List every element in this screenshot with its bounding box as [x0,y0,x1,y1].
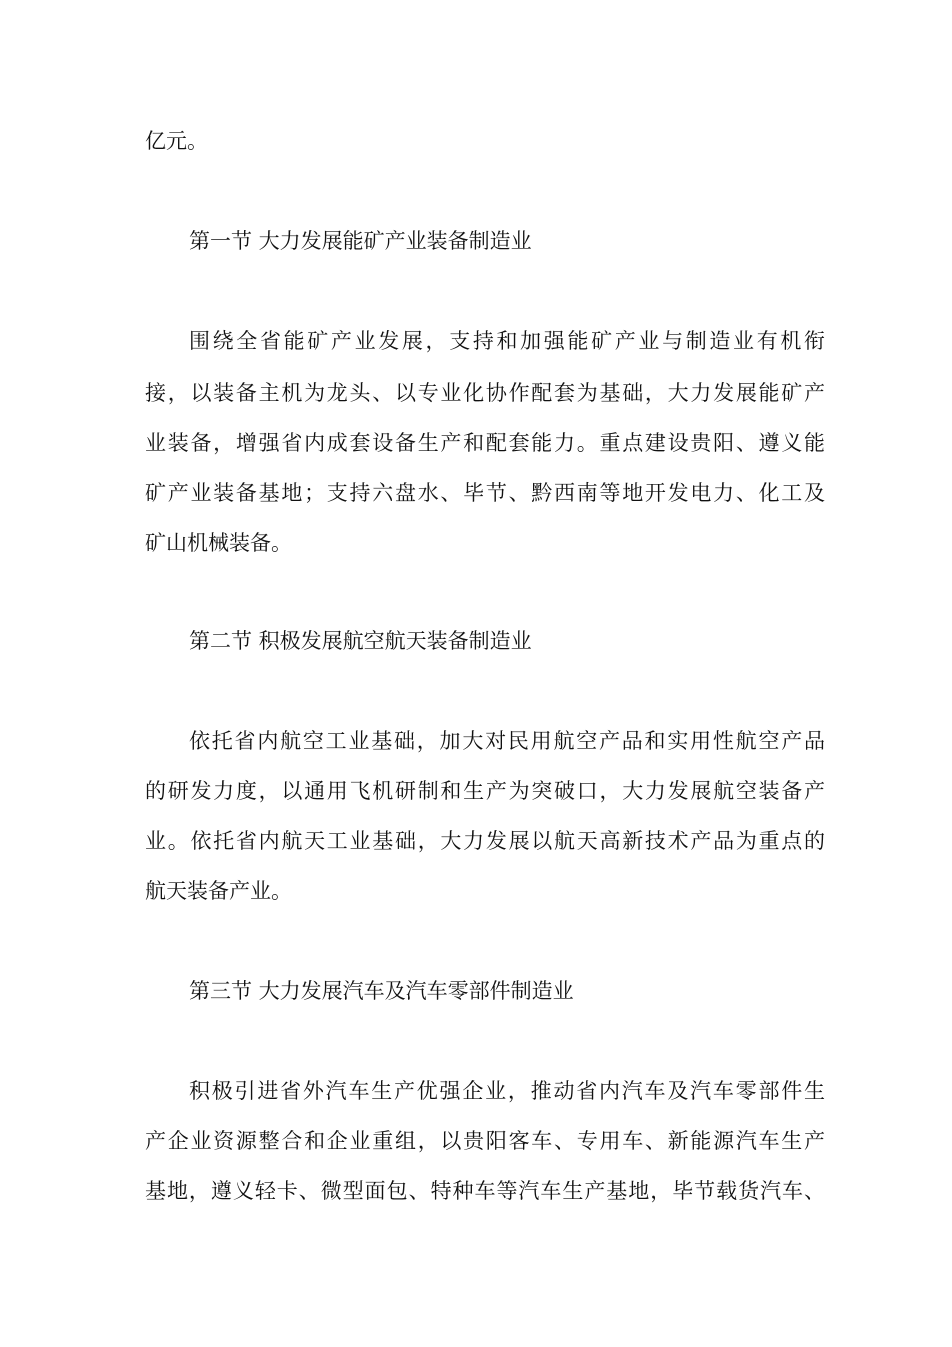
paragraph-line: 业装备，增强省内成套设备生产和配套能力。重点建设贵阳、遵义能 [145,431,825,455]
paragraph-line: 积极引进省外汽车生产优强企业，推动省内汽车及汽车零部件生 [189,1079,825,1103]
paragraph-line: 航天装备产业。 [145,879,292,903]
paragraph-line: 亿元。 [145,129,208,153]
section-heading: 第一节 大力发展能矿产业装备制造业 [189,229,532,253]
paragraph-line: 产企业资源整合和企业重组，以贵阳客车、专用车、新能源汽车生产 [145,1129,825,1153]
paragraph-line: 矿山机械装备。 [145,531,292,555]
paragraph-line: 的研发力度，以通用飞机研制和生产为突破口，大力发展航空装备产 [145,779,825,803]
paragraph-line: 围绕全省能矿产业发展，支持和加强能矿产业与制造业有机衔 [189,329,825,353]
paragraph-line: 基地，遵义轻卡、微型面包、特种车等汽车生产基地，毕节载货汽车、 [145,1179,825,1203]
paragraph-line: 矿产业装备基地；支持六盘水、毕节、黔西南等地开发电力、化工及 [145,481,825,505]
section-heading: 第三节 大力发展汽车及汽车零部件制造业 [189,979,574,1003]
paragraph-line: 接，以装备主机为龙头、以专业化协作配套为基础，大力发展能矿产 [145,381,825,405]
paragraph-line: 依托省内航空工业基础，加大对民用航空产品和实用性航空产品 [189,729,825,753]
paragraph-line: 业。依托省内航天工业基础，大力发展以航天高新技术产品为重点的 [145,829,825,853]
section-heading: 第二节 积极发展航空航天装备制造业 [189,629,532,653]
